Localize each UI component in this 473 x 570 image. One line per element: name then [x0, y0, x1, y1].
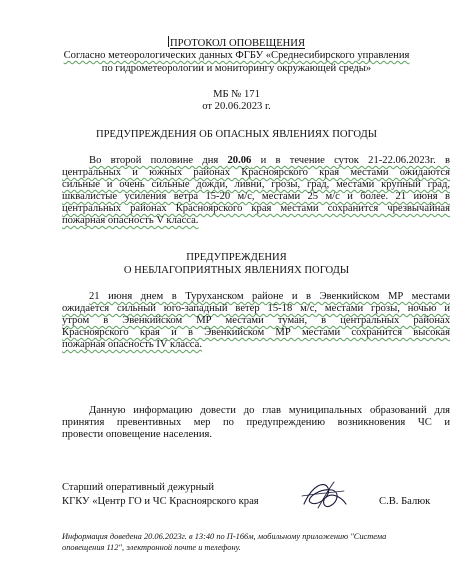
adverse-heading-2: О НЕБЛАГОПРИЯТНЫХ ЯВЛЕНИЯХ ПОГОДЫ: [123, 265, 350, 276]
adverse-text-line: Красноярского края и в Эвенкийском МР местами сохранится высокая: [62, 327, 450, 338]
adverse-text-line: ожидается сильный юго-западный ветер 15-18 м/с, местами грозы, ночью и: [62, 303, 450, 314]
adverse-text-line: 21 июня днем в Туруханском районе и в Эвенкийском МР местами: [89, 291, 450, 302]
instruction-line-last: провести оповещение населения.: [62, 429, 213, 440]
instruction-line: принятия превентивных мер по предупреждению возникновения ЧС и: [62, 417, 450, 428]
hazard-heading: ПРЕДУПРЕЖДЕНИЯ ОБ ОПАСНЫХ ЯВЛЕНИЯХ ПОГОДЫ: [96, 129, 377, 140]
source-line-2: по гидрометеорологии и мониторингу окружающей среды»: [101, 63, 372, 74]
instruction-line: Данную информацию довести до глав муниципальных образований для: [89, 405, 450, 416]
signer-name: С.В. Балюк: [379, 496, 431, 507]
document-title: ПРОТОКОЛ ОПОВЕЩЕНИЯ: [169, 38, 306, 49]
bulletin-date: от 20.06.2023 г.: [202, 101, 271, 112]
hazard-text-line: Во второй половине дня 20.06 и в течение суток 21-22.06.2023г. в: [89, 155, 450, 166]
handwritten-signature: [298, 478, 352, 514]
source-line-1: Согласно метеорологических данных ФГБУ «Среднесибирского управления: [63, 50, 410, 61]
hazard-text-line: шквалистые усиления ветра 15-20 м/с, местами 25 м/с и более. 21 июня в: [62, 191, 450, 202]
hazard-text-line: сильные и очень сильные дожди, ливни, грозы, град, местами крупный град,: [62, 179, 450, 190]
hazard-text-line: центральных и южных районах Красноярского края местами ожидаются: [62, 167, 450, 178]
hazard-text-line-last: пожарная опасность V класса.: [62, 215, 199, 226]
bulletin-number: МБ № 171: [213, 89, 260, 100]
delivery-note-line-1: Информация доведена 20.06.2023г. в 13:40 по П-166м, мобильному приложению "Система: [62, 532, 387, 541]
document-title-line: [0, 36, 473, 50]
delivery-note-line-2: оповещения 112", электронной почте и телефону.: [62, 543, 241, 552]
position-line-2: КГКУ «Центр ГО и ЧС Красноярского края: [62, 496, 259, 507]
hazard-date-bold: 20.06: [227, 155, 252, 166]
adverse-text-line-last: пожарная опасность IV класса.: [62, 339, 202, 350]
adverse-heading-1: ПРЕДУПРЕЖДЕНИЯ: [186, 252, 287, 263]
adverse-text-line: утром в Эвенкийском МР местами туман, в центральных районах: [62, 315, 450, 326]
position-line-1: Старший оперативный дежурный: [62, 482, 215, 493]
text-cursor-mark: [168, 36, 169, 47]
hazard-text-line: центральных районах Красноярского края местами сохранится чрезвычайная: [62, 203, 450, 214]
